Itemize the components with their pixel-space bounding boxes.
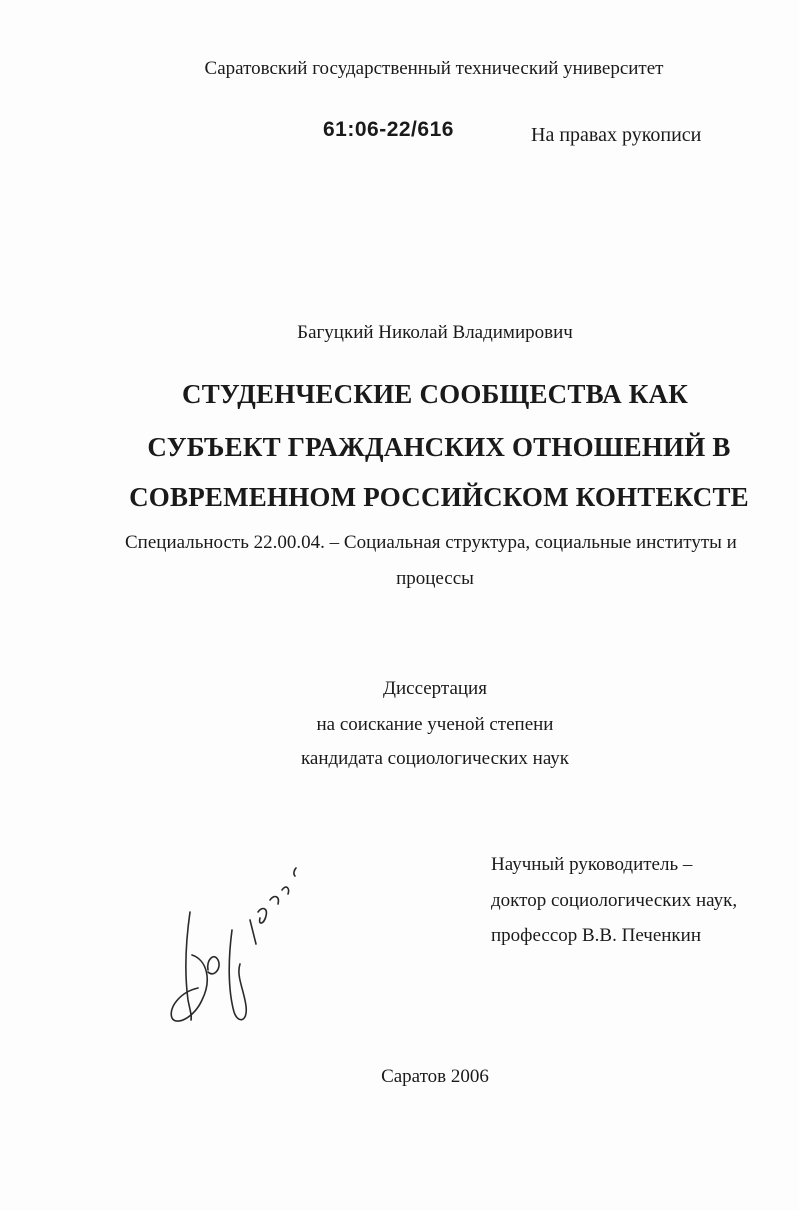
university-name: Саратовский государственный технический университет xyxy=(204,58,664,79)
signature-icon xyxy=(162,860,312,1040)
advisor-label: Научный руководитель – xyxy=(491,854,693,875)
manuscript-rights-note: На правах рукописи xyxy=(531,124,702,146)
advisor-name: профессор В.В. Печенкин xyxy=(491,925,702,946)
title-line-2: СУБЪЕКТ ГРАЖДАНСКИХ ОТНОШЕНИЙ В xyxy=(147,432,731,462)
catalog-code: 61:06-22/616 xyxy=(323,118,454,141)
dissertation-label: Диссертация xyxy=(383,678,487,699)
specialty-line-2: процессы xyxy=(396,568,474,589)
degree-purpose: на соискание ученой степени xyxy=(316,714,554,735)
advisor-degree: доктор социологических наук, xyxy=(491,890,738,911)
city-and-year: Саратов 2006 xyxy=(381,1066,489,1087)
author-name: Багуцкий Николай Владимирович xyxy=(297,322,573,343)
title-line-3: СОВРЕМЕННОМ РОССИЙСКОМ КОНТЕКСТЕ xyxy=(129,482,749,512)
title-line-1: СТУДЕНЧЕСКИЕ СООБЩЕСТВА КАК xyxy=(182,379,688,409)
degree-name: кандидата социологических наук xyxy=(300,748,570,769)
specialty-line-1: Специальность 22.00.04. – Социальная структура, социальные институты и xyxy=(125,532,737,553)
